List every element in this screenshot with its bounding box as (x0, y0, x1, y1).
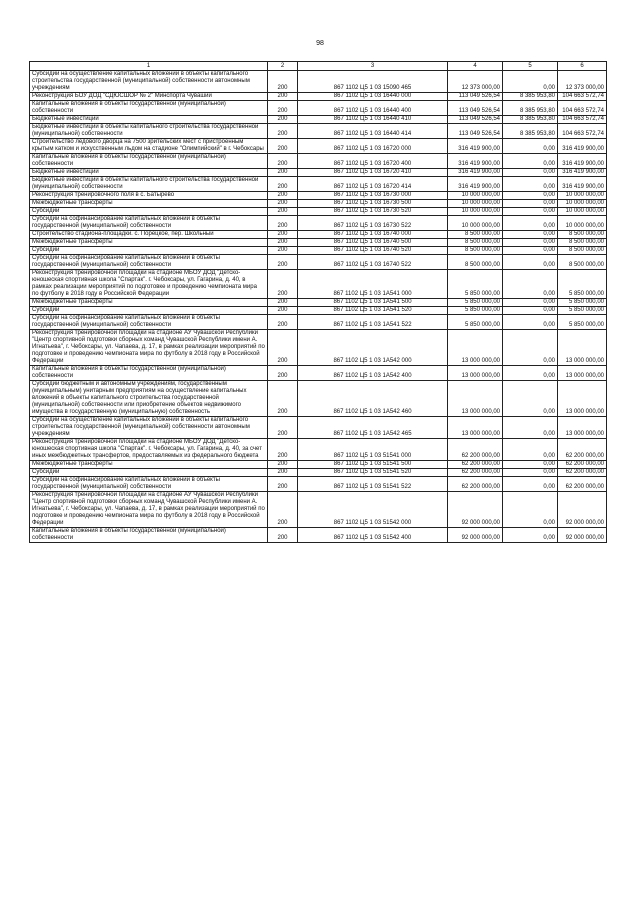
table-row (30, 124, 607, 139)
table-row (30, 439, 607, 461)
row-amount-4: 13 000 000,00 (448, 330, 503, 366)
row-name: Бюджетные инвестиции в объекты капитального строительства государственной (муниципальной) собственности (30, 124, 268, 139)
column-number-header (30, 62, 607, 71)
row-amount-6: 13 000 000,00 (558, 381, 607, 417)
row-part: 200 (268, 93, 298, 101)
row-amount-6: 13 000 000,00 (558, 330, 607, 366)
row-code: 867 1102 Ц5 1 03 16740 520 (298, 247, 448, 255)
table-row (30, 169, 607, 177)
row-code: 867 1102 Ц5 1 03 16740 522 (298, 255, 448, 270)
row-amount-6: 13 000 000,00 (558, 417, 607, 439)
row-code: 867 1102 Ц5 1 03 16440 414 (298, 124, 448, 139)
row-amount-6: 10 000 000,00 (558, 200, 607, 208)
row-part: 200 (268, 439, 298, 461)
table-row (30, 231, 607, 239)
row-amount-6: 104 663 572,74 (558, 116, 607, 124)
row-amount-6: 316 419 900,00 (558, 169, 607, 177)
row-amount-4: 5 850 000,00 (448, 307, 503, 315)
row-code: 867 1102 Ц5 1 03 16440 000 (298, 93, 448, 101)
row-part: 200 (268, 116, 298, 124)
row-code: 867 1102 Ц5 1 03 16720 410 (298, 169, 448, 177)
row-part: 200 (268, 299, 298, 307)
column-header-1: 1 (30, 62, 268, 71)
table-row (30, 528, 607, 543)
row-name: Субсидии на софинансирование капитальных вложений в объекты государственной (муниципальной) собственности (30, 315, 268, 330)
row-amount-4: 113 049 526,54 (448, 93, 503, 101)
row-part: 200 (268, 247, 298, 255)
row-part: 200 (268, 469, 298, 477)
row-part: 200 (268, 169, 298, 177)
table-row (30, 216, 607, 231)
row-amount-5: 0,00 (503, 366, 558, 381)
row-code: 867 1102 Ц5 1 03 16740 500 (298, 239, 448, 247)
row-amount-6: 10 000 000,00 (558, 216, 607, 231)
row-amount-6: 316 419 900,00 (558, 139, 607, 154)
row-name: Субсидии (30, 469, 268, 477)
row-part: 200 (268, 154, 298, 169)
row-code: 867 1102 Ц5 1 03 16730 500 (298, 200, 448, 208)
row-amount-5: 0,00 (503, 192, 558, 200)
row-amount-4: 10 000 000,00 (448, 192, 503, 200)
row-amount-5: 0,00 (503, 169, 558, 177)
row-amount-5: 0,00 (503, 270, 558, 299)
row-amount-4: 92 000 000,00 (448, 492, 503, 528)
table-row (30, 492, 607, 528)
table-row (30, 381, 607, 417)
table-row (30, 270, 607, 299)
row-part: 200 (268, 216, 298, 231)
table-row (30, 93, 607, 101)
row-amount-4: 8 500 000,00 (448, 255, 503, 270)
row-amount-4: 5 850 000,00 (448, 270, 503, 299)
row-amount-6: 92 000 000,00 (558, 492, 607, 528)
row-amount-6: 62 200 000,00 (558, 469, 607, 477)
row-amount-6: 5 850 000,00 (558, 299, 607, 307)
row-code: 867 1102 Ц5 1 03 15090 465 (298, 71, 448, 93)
row-name: Бюджетные инвестиции в объекты капитального строительства государственной (муниципальной) собственности (30, 177, 268, 192)
column-header-6: 6 (558, 62, 607, 71)
row-amount-6: 8 500 000,00 (558, 231, 607, 239)
row-amount-6: 62 200 000,00 (558, 439, 607, 461)
row-amount-4: 316 419 900,00 (448, 177, 503, 192)
row-part: 200 (268, 270, 298, 299)
table-row (30, 154, 607, 169)
table-row (30, 315, 607, 330)
table-row (30, 461, 607, 469)
table-row (30, 255, 607, 270)
row-amount-5: 0,00 (503, 477, 558, 492)
row-name: Реконструкция тренировочной площадки на стадионе МБОУ ДОД "Детско-юношеская спортивная школа "Спартак". г. Чебоксары, ул. Гагарина, д. 40, за счет иных межбюджетных трансфертов, предоставляемых из федерального бюджета (30, 439, 268, 461)
table-body (30, 62, 607, 543)
row-part: 200 (268, 192, 298, 200)
row-name: Субсидии на софинансирование капитальных вложений в объекты государственной (муниципальной) собственности (30, 477, 268, 492)
row-amount-6: 92 000 000,00 (558, 528, 607, 543)
row-name: Реконструкция тренировочной площадки на стадионе АУ Чувашской Республики "Центр спортивной подготовки сборных команд Чувашской Республики имени А. Игнатьева", г. Чебоксары, ул. Чапаева, д. 17, в рамках реализации мероприятий по подготовке и проведению чемпионата мира по футболу в 2018 году в Российской Федерации (30, 492, 268, 528)
column-header-5: 5 (503, 62, 558, 71)
row-amount-5: 0,00 (503, 461, 558, 469)
table-row (30, 299, 607, 307)
row-amount-5: 8 385 953,80 (503, 124, 558, 139)
table-row (30, 366, 607, 381)
row-name: Капитальные вложения в объекты государственной (муниципальной) собственности (30, 101, 268, 116)
budget-table (29, 61, 607, 543)
row-amount-5: 0,00 (503, 208, 558, 216)
row-name: Капитальные вложения в объекты государственной (муниципальной) собственности (30, 528, 268, 543)
row-code: 867 1102 Ц5 1 03 51541 500 (298, 461, 448, 469)
row-code: 867 1102 Ц5 1 03 1А541 520 (298, 307, 448, 315)
row-amount-5: 0,00 (503, 381, 558, 417)
row-amount-6: 13 000 000,00 (558, 366, 607, 381)
row-amount-4: 10 000 000,00 (448, 208, 503, 216)
row-part: 200 (268, 315, 298, 330)
row-amount-6: 104 663 572,74 (558, 93, 607, 101)
table-row (30, 192, 607, 200)
column-header-3: 3 (298, 62, 448, 71)
row-amount-4: 316 419 900,00 (448, 154, 503, 169)
table-row (30, 307, 607, 315)
table-row (30, 116, 607, 124)
table-row (30, 71, 607, 93)
row-amount-4: 8 500 000,00 (448, 231, 503, 239)
page-number: 98 (316, 40, 324, 47)
row-amount-4: 12 373 000,00 (448, 71, 503, 93)
row-name: Межбюджетные трансферты (30, 461, 268, 469)
row-amount-4: 10 000 000,00 (448, 200, 503, 208)
row-code: 867 1102 Ц5 1 03 1А542 400 (298, 366, 448, 381)
row-part: 200 (268, 208, 298, 216)
row-name: Реконструкция тренировочной площадки на стадионе МБОУ ДОД "Детско-юношеская спортивная школа "Спартак". г. Чебоксары, ул. Гагарина, д. 40, в рамках реализации мероприятий по подготовке и проведению чемпионата мира по футболу в 2018 году в Российской Федерации (30, 270, 268, 299)
row-amount-5: 8 385 953,80 (503, 93, 558, 101)
row-name: Капитальные вложения в объекты государственной (муниципальной) собственности (30, 366, 268, 381)
row-amount-5: 0,00 (503, 71, 558, 93)
row-amount-4: 5 850 000,00 (448, 315, 503, 330)
row-amount-5: 8 385 953,80 (503, 116, 558, 124)
row-part: 200 (268, 417, 298, 439)
row-amount-6: 10 000 000,00 (558, 192, 607, 200)
row-amount-6: 10 000 000,00 (558, 208, 607, 216)
row-part: 200 (268, 71, 298, 93)
row-code: 867 1102 Ц5 1 03 16720 400 (298, 154, 448, 169)
table-row (30, 330, 607, 366)
row-amount-4: 5 850 000,00 (448, 299, 503, 307)
row-amount-6: 5 850 000,00 (558, 315, 607, 330)
row-name: Межбюджетные трансферты (30, 200, 268, 208)
row-name: Строительство ледового дворца на 7500 зрительских мест с пристроенным крытым катком и искусственным льдом на стадионе "Олимпийский" в г. Чебоксары (30, 139, 268, 154)
table-row (30, 208, 607, 216)
table-row (30, 200, 607, 208)
row-part: 200 (268, 101, 298, 116)
row-amount-5: 0,00 (503, 231, 558, 239)
row-name: Бюджетные инвестиции (30, 169, 268, 177)
row-amount-5: 0,00 (503, 307, 558, 315)
row-amount-4: 113 049 526,54 (448, 101, 503, 116)
row-amount-4: 8 500 000,00 (448, 239, 503, 247)
row-amount-5: 0,00 (503, 492, 558, 528)
row-amount-4: 62 200 000,00 (448, 461, 503, 469)
row-name: Строительство стадиона-площадки. с. Порецкое, пер. Школьный (30, 231, 268, 239)
table-row (30, 239, 607, 247)
row-amount-5: 0,00 (503, 177, 558, 192)
table-row (30, 469, 607, 477)
row-amount-6: 104 663 572,74 (558, 101, 607, 116)
row-part: 200 (268, 307, 298, 315)
row-code: 867 1102 Ц5 1 03 1А542 000 (298, 330, 448, 366)
row-name: Межбюджетные трансферты (30, 299, 268, 307)
row-amount-5: 0,00 (503, 216, 558, 231)
row-name: Субсидии на софинансирование капитальных вложений в объекты государственной (муниципальной) собственности (30, 216, 268, 231)
row-code: 867 1102 Ц5 1 03 1А542 460 (298, 381, 448, 417)
row-amount-5: 0,00 (503, 528, 558, 543)
row-amount-6: 5 850 000,00 (558, 307, 607, 315)
row-part: 200 (268, 177, 298, 192)
row-code: 867 1102 Ц5 1 03 16440 400 (298, 101, 448, 116)
row-amount-4: 113 049 526,54 (448, 124, 503, 139)
row-code: 867 1102 Ц5 1 03 1А542 465 (298, 417, 448, 439)
row-amount-6: 62 200 000,00 (558, 477, 607, 492)
row-amount-5: 0,00 (503, 315, 558, 330)
row-amount-6: 104 663 572,74 (558, 124, 607, 139)
table-row (30, 417, 607, 439)
row-amount-5: 8 385 953,80 (503, 101, 558, 116)
row-name: Капитальные вложения в объекты государственной (муниципальной) собственности (30, 154, 268, 169)
row-part: 200 (268, 330, 298, 366)
row-name: Субсидии (30, 208, 268, 216)
row-amount-6: 8 500 000,00 (558, 255, 607, 270)
row-code: 867 1102 Ц5 1 03 51542 000 (298, 492, 448, 528)
row-amount-6: 8 500 000,00 (558, 247, 607, 255)
row-code: 867 1102 Ц5 1 03 1А541 500 (298, 299, 448, 307)
row-part: 200 (268, 366, 298, 381)
row-code: 867 1102 Ц5 1 03 16730 000 (298, 192, 448, 200)
row-amount-5: 0,00 (503, 469, 558, 477)
row-name: Реконструкция тренировочной площадки на стадионе АУ Чувашской Республики "Центр спортивной подготовки сборных команд Чувашской Республики имени А. Игнатьева", г. Чебоксары, ул. Чапаева, д. 17, в рамках реализации мероприятий по подготовке и проведению чемпионата мира по футболу в 2018 году в Российской Федерации (30, 330, 268, 366)
row-amount-5: 0,00 (503, 154, 558, 169)
row-name: Субсидии (30, 247, 268, 255)
row-amount-4: 62 200 000,00 (448, 477, 503, 492)
row-code: 867 1102 Ц5 1 03 16440 410 (298, 116, 448, 124)
row-part: 200 (268, 492, 298, 528)
row-amount-4: 62 200 000,00 (448, 469, 503, 477)
row-amount-6: 5 850 000,00 (558, 270, 607, 299)
row-part: 200 (268, 124, 298, 139)
row-amount-4: 13 000 000,00 (448, 417, 503, 439)
row-part: 200 (268, 528, 298, 543)
row-amount-5: 0,00 (503, 439, 558, 461)
row-code: 867 1102 Ц5 1 03 16720 414 (298, 177, 448, 192)
row-name: Субсидии (30, 307, 268, 315)
row-part: 200 (268, 231, 298, 239)
row-part: 200 (268, 239, 298, 247)
row-amount-4: 13 000 000,00 (448, 381, 503, 417)
column-header-2: 2 (268, 62, 298, 71)
table-row (30, 139, 607, 154)
table-row (30, 247, 607, 255)
row-amount-6: 316 419 900,00 (558, 154, 607, 169)
row-code: 867 1102 Ц5 1 03 1А541 522 (298, 315, 448, 330)
row-code: 867 1102 Ц5 1 03 51541 000 (298, 439, 448, 461)
row-code: 867 1102 Ц5 1 03 16730 522 (298, 216, 448, 231)
row-name: Реконструкция БОУ ДОД "СДЮСШОР № 2" Минспорта Чувашии (30, 93, 268, 101)
row-amount-5: 0,00 (503, 139, 558, 154)
table-row (30, 477, 607, 492)
table-row (30, 177, 607, 192)
row-amount-4: 62 200 000,00 (448, 439, 503, 461)
row-part: 200 (268, 255, 298, 270)
row-amount-4: 10 000 000,00 (448, 216, 503, 231)
row-amount-4: 316 419 900,00 (448, 139, 503, 154)
row-amount-6: 8 500 000,00 (558, 239, 607, 247)
row-amount-4: 8 500 000,00 (448, 247, 503, 255)
row-amount-4: 113 049 526,54 (448, 116, 503, 124)
row-amount-5: 0,00 (503, 247, 558, 255)
row-code: 867 1102 Ц5 1 03 16730 520 (298, 208, 448, 216)
row-name: Субсидии на осуществление капитальных вложений в объекты капитального строительства государственной (муниципальной) собственности автономным учреждениям (30, 71, 268, 93)
row-part: 200 (268, 200, 298, 208)
row-name: Субсидии на осуществление капитальных вложений в объекты капитального строительства государственной (муниципальной) собственности автономным учреждениям (30, 417, 268, 439)
row-amount-5: 0,00 (503, 417, 558, 439)
table-row (30, 101, 607, 116)
row-part: 200 (268, 477, 298, 492)
row-name: Субсидии на софинансирование капитальных вложений в объекты государственной (муниципальной) собственности (30, 255, 268, 270)
row-code: 867 1102 Ц5 1 03 16720 000 (298, 139, 448, 154)
row-amount-4: 92 000 000,00 (448, 528, 503, 543)
row-amount-5: 0,00 (503, 239, 558, 247)
row-amount-4: 316 419 900,00 (448, 169, 503, 177)
row-code: 867 1102 Ц5 1 03 1А541 000 (298, 270, 448, 299)
row-name: Реконструкция тренировочного поля в с. Батырево (30, 192, 268, 200)
row-code: 867 1102 Ц5 1 03 16740 000 (298, 231, 448, 239)
row-code: 867 1102 Ц5 1 03 51542 400 (298, 528, 448, 543)
row-name: Субсидии бюджетным и автономным учреждениям, государственным (муниципальным) унитарным предприятиям на осуществление капитальных вложений в объекты капитального строительства государственной (муниципальной) собственности или приобретение объектов недвижимого имущества в государственную (муниципальную) собственность (30, 381, 268, 417)
row-amount-4: 13 000 000,00 (448, 366, 503, 381)
row-part: 200 (268, 461, 298, 469)
row-name: Бюджетные инвестиции (30, 116, 268, 124)
row-amount-6: 316 419 900,00 (558, 177, 607, 192)
row-amount-5: 0,00 (503, 330, 558, 366)
row-code: 867 1102 Ц5 1 03 51541 522 (298, 477, 448, 492)
row-amount-5: 0,00 (503, 200, 558, 208)
row-amount-5: 0,00 (503, 299, 558, 307)
row-part: 200 (268, 139, 298, 154)
column-header-4: 4 (448, 62, 503, 71)
row-code: 867 1102 Ц5 1 03 51541 520 (298, 469, 448, 477)
row-amount-5: 0,00 (503, 255, 558, 270)
row-name: Межбюджетные трансферты (30, 239, 268, 247)
row-amount-6: 62 200 000,00 (558, 461, 607, 469)
row-part: 200 (268, 381, 298, 417)
row-amount-6: 12 373 000,00 (558, 71, 607, 93)
